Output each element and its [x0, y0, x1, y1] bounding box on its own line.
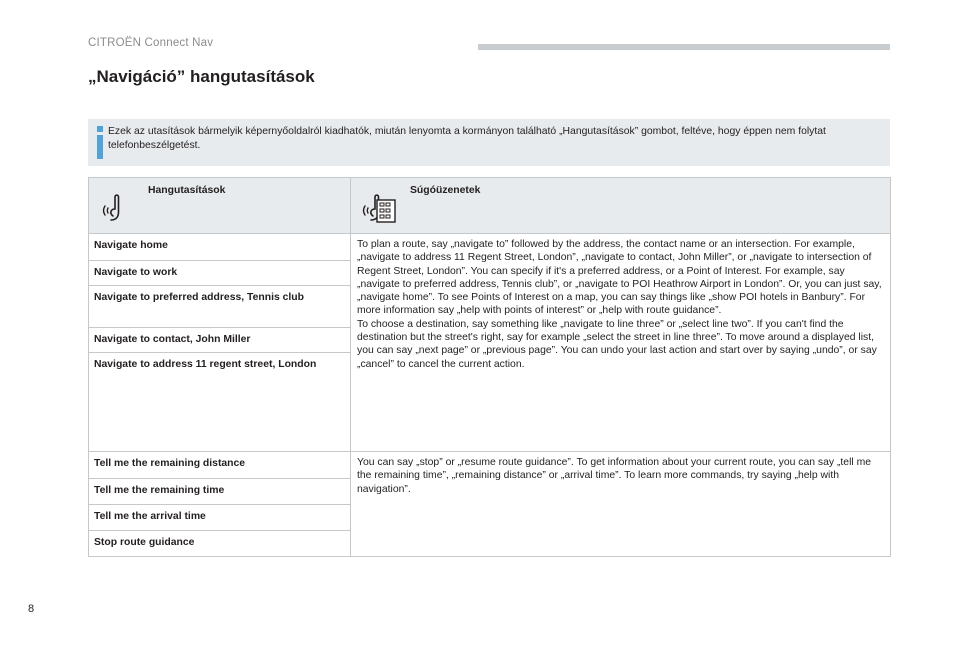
info-icon [93, 126, 108, 159]
help-message-navigation [351, 234, 891, 452]
help-message-navigation-p1: To plan a route, say „navigate to” followed by the address, the contact name or an intersection. For example, „navigate to address 11 Regent Street, London”, „navigate to contact, John Miller”, or „navigate to intersection of Regent Street, London”. You can specify if it's a preferred address, or a Point of Interest. For example, say „navigate to preferred address, Tennis club”, or „navigate to POI Heathrow Airport in London”. Or, you can just say, „navigate home”. To see Points of Interest on a map, you can say things like „show POI hotels in Banbury”. For more information say „help with points of interest” or „help with route guidance”. [357, 239, 882, 317]
command-navigate-contact: Navigate to contact, John Miller [89, 328, 351, 353]
command-navigate-home: Navigate home [89, 234, 351, 261]
voice-commands-table [88, 177, 891, 557]
help-message-route-info: You can say „stop” or „resume route guidance”. To get information about your current route, you can say „tell me the remaining time”, „remaining distance” or „arrival time”. To learn more commands, try saying „help with navigation”. [351, 452, 891, 557]
command-navigate-preferred: Navigate to preferred address, Tennis club [89, 286, 351, 328]
voice-command-icon [100, 190, 134, 224]
table-row [89, 234, 891, 261]
column-header-commands-label: Hangutasítások [148, 185, 226, 196]
page-heading: „Navigáció” hangutasítások [88, 67, 315, 86]
note-text: Ezek az utasítások bármelyik képernyőoldalról kiadhatók, miután lenyomta a kormányon található „Hangutasítások” gombot, feltéve, hogy éppen nem folytat telefonbeszélgetést. [108, 126, 826, 151]
command-stop-guidance: Stop route guidance [89, 531, 351, 557]
command-remaining-time: Tell me the remaining time [89, 479, 351, 505]
help-message-navigation-p2: To choose a destination, say something like „navigate to line three” or „select line two”. If you can't find the destination but the street's right, say for example „select the street in line three”. To move around a displayed list, you can say „next page” or „previous page”. You can undo your last action and start over by saying „undo”, or say „cancel” to cancel the current action. [357, 318, 877, 370]
column-header-commands [89, 178, 351, 234]
header-bar [478, 44, 890, 50]
command-navigate-address: Navigate to address 11 regent street, London [89, 353, 351, 452]
note-box [88, 119, 890, 166]
header-title: CITROËN Connect Nav [88, 37, 214, 49]
table-row [89, 452, 891, 479]
page-number: 8 [28, 603, 35, 615]
command-navigate-work: Navigate to work [89, 261, 351, 286]
command-remaining-distance: Tell me the remaining distance [89, 452, 351, 479]
column-header-messages-label: Súgóüzenetek [410, 185, 481, 196]
command-arrival-time: Tell me the arrival time [89, 505, 351, 531]
column-header-messages [351, 178, 891, 234]
voice-help-menu-icon [362, 190, 396, 224]
